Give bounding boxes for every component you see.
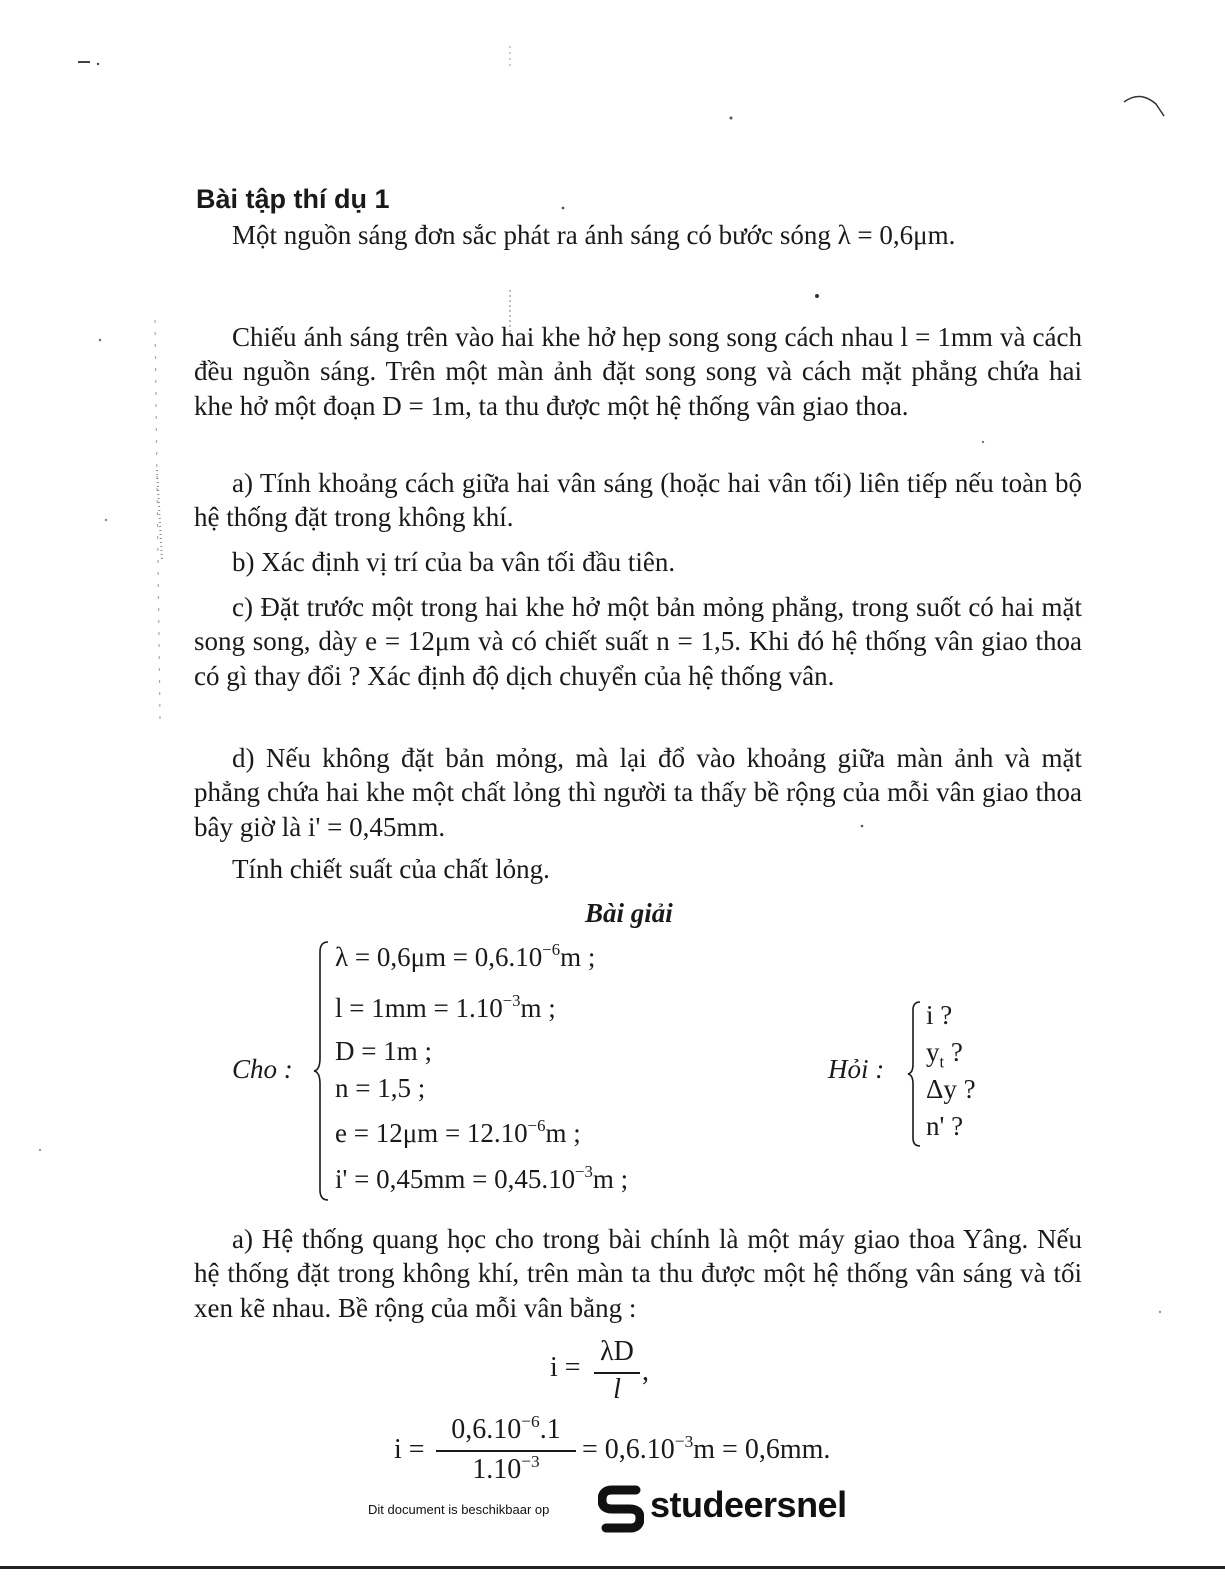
question-a: a) Tính khoảng cách giữa hai vân sáng (hoặc hai vân tối) liên tiếp nếu toàn bộ hệ thống đặt trong không khí. (194, 468, 1082, 533)
formula2-result: = $0,6.10^{-3}m = 0,6mm$. (582, 1431, 831, 1465)
exercise-heading: Bài tập thí dụ 1 (196, 184, 390, 214)
question-d-task: Tính chiết suất của chất lỏng. (232, 854, 550, 884)
formula2-denominator: $1.10^{-3}$ (472, 1451, 540, 1485)
studeersnel-logo-icon[interactable] (598, 1484, 644, 1534)
given-item: n = 1,5 ; (335, 1073, 426, 1103)
question-b: b) Xác định vị trí của ba vân tối đầu tiên. (232, 547, 676, 577)
given-item: $\lambda = 0,6\mu m = 0,6.10^{-6}m$ ; (335, 940, 596, 972)
ask-brace (906, 1000, 924, 1148)
ask-item: i ? (926, 1000, 953, 1030)
footer-availability-text: Dit document is beschikbaar op (368, 1502, 550, 1517)
formula2-numerator: $0,6.10^{-6}.1$ (451, 1411, 561, 1445)
ask-item: $y_t$ ? (926, 1037, 963, 1072)
given-item: $e = 12\mu m = 12.10^{-6}m$ ; (335, 1116, 581, 1148)
question-c: c) Đặt trước một trong hai khe hở một bản mỏng phẳng, trong suốt có hai mặt song song, dày e = 12μm và có chiết suất n = 1,5. Khi đó hệ thống vân giao thoa có gì thay đổi ? Xác định độ dịch chuyển của hệ thống vân. (194, 592, 1082, 691)
problem-intro: Một nguồn sáng đơn sắc phát ra ánh sáng có bước sóng λ = 0,6μm. (232, 220, 956, 250)
given-item: $l = 1mm = 1.10^{-3}m$ ; (335, 991, 556, 1023)
solution-part-a: a) Hệ thống quang học cho trong bài chính là một máy giao thoa Yâng. Nếu hệ thống đặt trong không khí, trên màn ta thu được một hệ thống vân sáng và tối xen kẽ nhau. Bề rộng của mỗi vân bằng : (194, 1224, 1082, 1323)
given-item: $i' = 0,45mm = 0,45.10^{-3}m$ ; (335, 1162, 629, 1194)
problem-setup: Chiếu ánh sáng trên vào hai khe hở hẹp song song cách nhau l = 1mm và cách đều nguồn sáng. Trên một màn ảnh đặt song song và cách mặt phẳng chứa hai khe hở một đoạn D = 1m, ta thu được một hệ thống vân giao thoa. (194, 322, 1082, 421)
formula1-numerator: λD (600, 1336, 634, 1367)
studeersnel-brand[interactable]: studeersnel (650, 1484, 847, 1525)
formula1-denominator: l (613, 1374, 621, 1405)
ask-label: Hỏi : (828, 1054, 885, 1084)
ask-item: n' ? (926, 1111, 964, 1141)
formula1-tail: , (642, 1356, 649, 1387)
ask-item: Δy ? (926, 1074, 976, 1104)
given-brace (312, 940, 332, 1202)
solution-title: Bài giải (585, 898, 673, 928)
given-label: Cho : (232, 1054, 293, 1084)
formula2-lhs: i = (394, 1434, 425, 1465)
question-d: d) Nếu không đặt bản mỏng, mà lại đổ vào khoảng giữa màn ảnh và mặt phẳng chứa hai khe một chất lỏng thì người ta thấy bề rộng của mỗi vân giao thoa bây giờ là i' = 0,45mm. (194, 743, 1082, 842)
page-bottom-rule (0, 1566, 1225, 1569)
given-item: D = 1m ; (335, 1036, 432, 1066)
formula1-lhs: i = (550, 1352, 581, 1383)
formula2-fraction-bar (436, 1450, 576, 1452)
